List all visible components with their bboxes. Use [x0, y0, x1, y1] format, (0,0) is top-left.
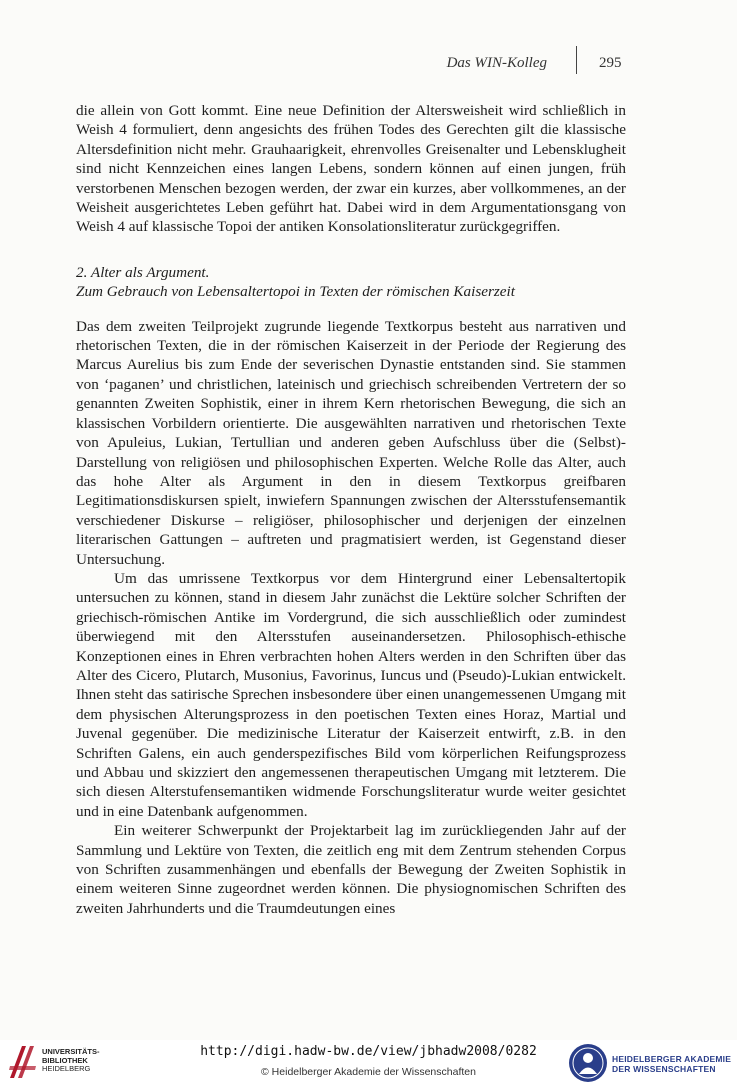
body-text [76, 101, 626, 918]
academy-seal-icon [566, 1041, 610, 1085]
paragraph-2: Das dem zweiten Teilprojekt zugrunde liegende Textkorpus besteht aus narrativen und rhetorischen Texten, die in der römischen Kaiserzeit in der Periode der Regierung des Marcus Aurelius bis zum Ende der severischen Dynastie entstanden sind. Sie stammen von ‘paganen’ und christlichen, lateinisch und griechisch schreibenden Vertretern der so genannten Zweiten Sophistik, einer in ihrem Kern rhetorischen Bewegung, die sich an klassischen Vorbildern orientierte. Die ausgewählten narrativen und rhetorischen Texte von Apuleius, Lukian, Tertullian und anderen geben Aufschluss über die (Selbst)-Darstellung von religiösen und philosophischen Experten. Welche Rolle das Alter, auch das hohe Alter als Argument in den in diesem Textkorpus greifbaren Legitimationsdiskursen spielt, inwiefern Spannungen zwischen der Altersstufensemantik verschiedener Diskurse – religiöser, philosophischer und derjenigen der einzelnen literarischen Gattungen – auftreten und pragmatisiert werden, ist Gegenstand dieser Untersuchung. [76, 317, 626, 568]
paragraph-4: Ein weiterer Schwerpunkt der Projektarbeit lag im zurückliegenden Jahr auf der Sammlung und Lektüre von Texten, die zeitlich eng mit dem Zentrum stehenden Corpus von Schriften zusammenhängen und ebenfalls der Bewegung der Zweiten Sophistik in einem weiteren Sinne zugeordnet werden können. Die physiognomischen Schriften des zweiten Jahrhunderts und die Traumdeutungen eines [76, 822, 626, 917]
ub-line-2: BIBLIOTHEK [42, 1055, 88, 1065]
running-title: Das WIN-Kolleg [446, 55, 547, 71]
section-heading-subtitle: Zum Gebrauch von Lebensaltertopoi in Texten der römischen Kaiserzeit [76, 283, 515, 301]
copyright-notice: © Heidelberger Akademie der Wissenschaften [261, 1066, 476, 1078]
academy-logo[interactable] [566, 1041, 736, 1085]
academy-line-1: HEIDELBERGER AKADEMIE [612, 1054, 732, 1064]
section-heading [76, 263, 626, 302]
academy-line-2: DER WISSENSCHAFTEN [612, 1064, 716, 1074]
running-head [0, 52, 737, 76]
viewer-footer [0, 1040, 737, 1086]
paragraph-3: Um das umrissene Textkorpus vor dem Hintergrund einer Lebensaltertopik untersuchen zu können, stand in diesem Jahr zunächst die Lektüre solcher Schriften der griechisch-römischen Antike im Vordergrund, die sich ausschließlich oder zumindest überwiegend mit den Altersstufen auseinandersetzen. Philosophisch-ethische Konzeptionen eines in Ehren verbrachten hohen Alters werden in den Schriften über das Alter des Cicero, Plutarch, Musonius, Favorinus, Iuncus und (Pseudo)-Lukian entwickelt. Ihnen steht das satirische Sprechen insbesondere über einen unangemessenen Umgang mit dem physischen Alterungsprozess in den poetischen Texten eines Horaz, Martial und Juvenal gegenüber. Die medizinische Literatur der Kaiserzeit entwirft, z.B. in den Schriften Galens, ein auch genderspezifisches Bild vom körperlichen Reifungsprozess und Abbau und skizziert den angemessenen therapeutischen Umgang mit letzterem. Die sich diesen Alterstufensemantiken widmende Forschungsliteratur wurde weiter gesichtet und in eine Datenbank aufgenommen. [76, 569, 626, 820]
ub-line-1: UNIVERSITÄTS- [42, 1047, 100, 1056]
section-heading-title: 2. Alter als Argument. [76, 263, 210, 281]
paragraph-1: die allein von Gott kommt. Eine neue Definition der Altersweisheit wird schließlich in Weish 4 formuliert, denn angesichts des frühen Todes des Gerechten gilt die klassische Altersdefinition nicht mehr. Grauhaarigkeit, ehrenvolles Greisenalter und Lebensklugheit sind nicht Kennzeichen eines langen Lebens, sondern können auf einen jungen, früh verstorbenen Menschen bezogen werden, der zwar ein kurzes, aber vollkommenes, an der Weisheit ausgerichtetes Leben geführt hat. Dabei wird in dem Argumentationsgang von Weish 4 auf klassische Topoi der antiken Konsolationsliteratur zurückgegriffen. [76, 102, 626, 236]
page-number: 295 [599, 55, 622, 71]
ub-line-3: HEIDELBERG [42, 1064, 91, 1073]
permalink-url[interactable]: http://digi.hadw-bw.de/view/jbhadw2008/0282 [200, 1044, 537, 1059]
header-rule [576, 46, 577, 74]
